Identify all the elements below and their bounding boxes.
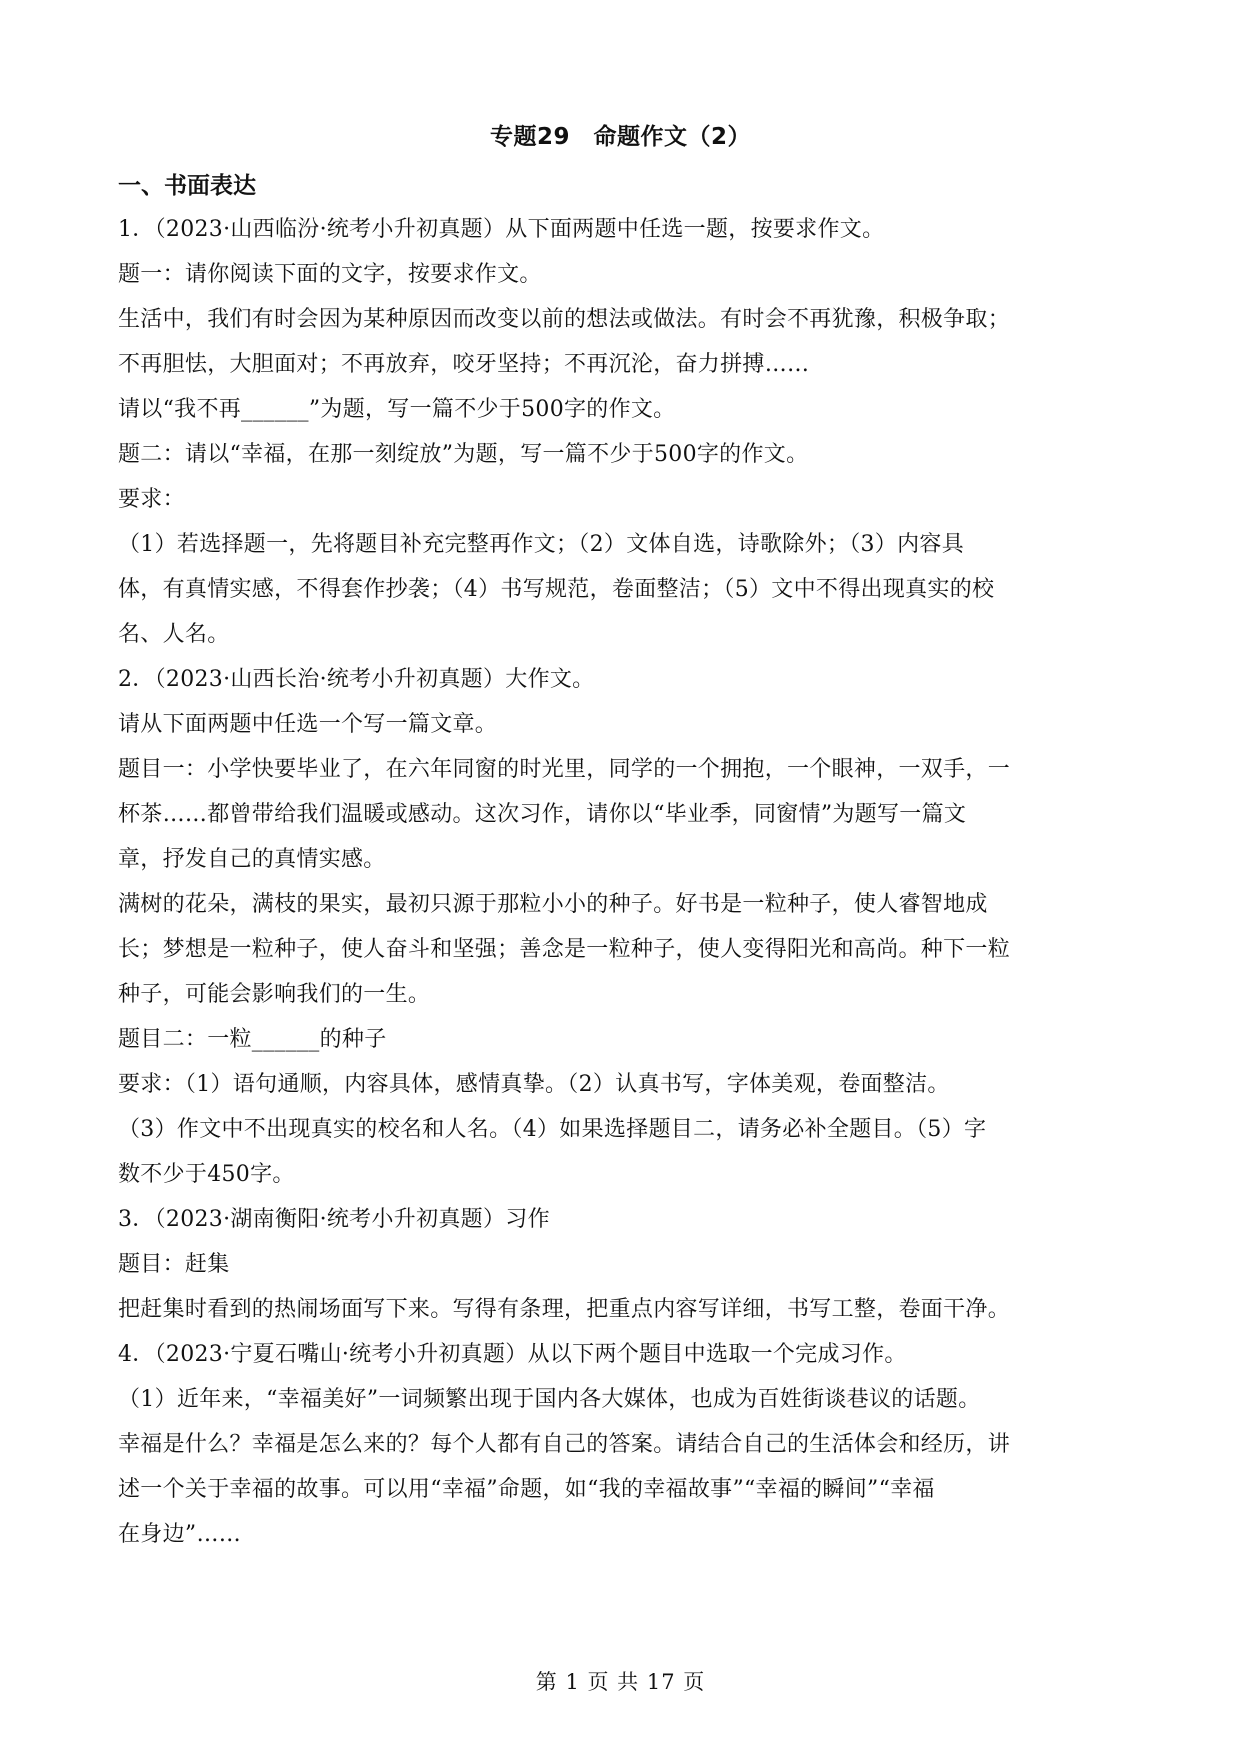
- question-4-option-1-line: 述一个关于幸福的故事。可以用“幸福”命题，如“我的幸福故事”“幸福的瞬间”“幸福: [118, 1477, 935, 1502]
- question-2-topic-1-line: 章，抒发自己的真情实感。: [118, 847, 386, 872]
- question-2-requirements-line: 数不少于450字。: [118, 1162, 295, 1187]
- question-2-topic-2: 题目二：一粒______的种子: [118, 1027, 387, 1052]
- question-2-topic-1-line: 题目一：小学快要毕业了，在六年同窗的时光里，同学的一个拥抱，一个眼神，一双手，一: [118, 757, 1011, 782]
- question-1-requirements-line: （1）若选择题一，先将题目补充完整再作文；（2）文体自选，诗歌除外；（3）内容具: [118, 532, 964, 557]
- question-1-topic-2: 题二：请以“幸福，在那一刻绽放”为题，写一篇不少于500字的作文。: [118, 442, 809, 467]
- page-title: 专题29 命题作文（2）: [489, 124, 751, 150]
- question-4-option-1-line: 在身边”……: [118, 1522, 242, 1547]
- question-2-heading: 2．（2023·山西长治·统考小升初真题）大作文。: [118, 667, 595, 692]
- question-1-prompt-line: 生活中，我们有时会因为某种原因而改变以前的想法或做法。有时会不再犹豫，积极争取；: [118, 307, 1011, 332]
- question-1-topic-1: 题一：请你阅读下面的文字，按要求作文。: [118, 262, 542, 287]
- question-2-instruction: 请从下面两题中任选一个写一篇文章。: [118, 712, 498, 737]
- question-4-heading: 4．（2023·宁夏石嘴山·统考小升初真题）从以下两个题目中选取一个完成习作。: [118, 1342, 907, 1367]
- question-3-heading: 3．（2023·湖南衡阳·统考小升初真题）习作: [118, 1207, 550, 1232]
- question-2-passage-line: 长；梦想是一粒种子，使人奋斗和坚强；善念是一粒种子，使人变得阳光和高尚。种下一粒: [118, 937, 1011, 962]
- question-3-topic: 题目：赶集: [118, 1252, 230, 1277]
- question-1-title-instruction: 请以“我不再______”为题，写一篇不少于500字的作文。: [118, 397, 676, 422]
- question-1-prompt-line: 不再胆怯，大胆面对；不再放弃，咬牙坚持；不再沉沦，奋力拼搏……: [118, 352, 810, 377]
- question-2-requirements-line: 要求：（1）语句通顺，内容具体，感情真挚。（2）认真书写，字体美观，卷面整洁。: [118, 1072, 950, 1097]
- question-1-heading: 1．（2023·山西临汾·统考小升初真题）从下面两题中任选一题，按要求作文。: [118, 217, 885, 242]
- document-body: [118, 165, 1128, 1557]
- page-footer: 第 1 页 共 17 页: [535, 1670, 706, 1694]
- question-1-requirements-line: 名、人名。: [118, 622, 230, 647]
- question-2-requirements-line: （3）作文中不出现真实的校名和人名。（4）如果选择题目二，请务必补全题目。（5）字: [118, 1117, 987, 1142]
- section-heading: 一、书面表达: [118, 173, 256, 199]
- question-4-option-1-line: （1）近年来，“幸福美好”一词频繁出现于国内各大媒体，也成为百姓街谈巷议的话题。: [118, 1387, 981, 1412]
- question-3-instruction: 把赶集时看到的热闹场面写下来。写得有条理，把重点内容写详细，书写工整，卷面干净。: [118, 1297, 1011, 1322]
- question-1-requirements-line: 体，有真情实感，不得套作抄袭；（4）书写规范，卷面整洁；（5）文中不得出现真实的校: [118, 577, 995, 602]
- question-2-topic-1-line: 杯茶……都曾带给我们温暖或感动。这次习作，请你以“毕业季，同窗情”为题写一篇文: [118, 802, 967, 827]
- question-2-passage-line: 种子，可能会影响我们的一生。: [118, 982, 431, 1007]
- question-4-option-1-line: 幸福是什么？幸福是怎么来的？每个人都有自己的答案。请结合自己的生活体会和经历，讲: [118, 1432, 1011, 1457]
- question-2-passage-line: 满树的花朵，满枝的果实，最初只源于那粒小小的种子。好书是一粒种子，使人睿智地成: [118, 892, 988, 917]
- question-1-requirements-label: 要求：: [118, 487, 185, 512]
